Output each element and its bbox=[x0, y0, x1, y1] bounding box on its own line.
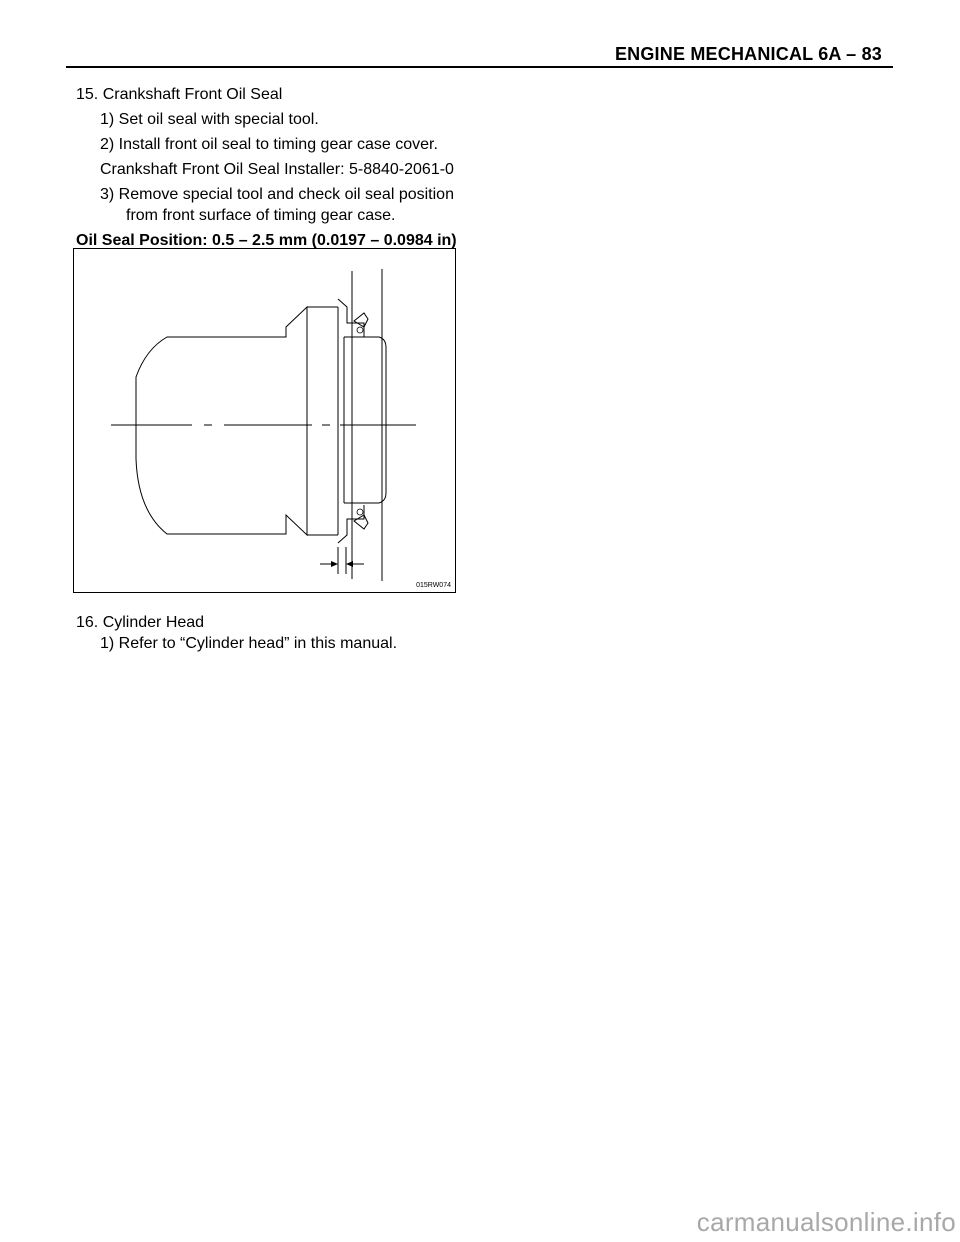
section-16-heading: 16. Cylinder Head bbox=[76, 614, 205, 631]
oil-seal-drawing bbox=[74, 249, 457, 594]
page-header bbox=[0, 0, 960, 70]
section-15-step-2: 2) Install front oil seal to timing gear case cover. bbox=[100, 136, 438, 153]
section-15 bbox=[76, 84, 476, 251]
header-rule bbox=[66, 66, 893, 68]
section-15-step-3: 3) Remove special tool and check oil seal position bbox=[100, 186, 454, 203]
section-16-step-1: 1) Refer to “Cylinder head” in this manual. bbox=[100, 635, 398, 652]
page-title: ENGINE MECHANICAL 6A – 83 bbox=[614, 44, 882, 64]
section-15-step-3-cont: from front surface of timing gear case. bbox=[126, 207, 396, 224]
oil-seal-diagram bbox=[73, 248, 456, 593]
figure-code: 015RW074 bbox=[416, 582, 451, 589]
section-15-step-1: 1) Set oil seal with special tool. bbox=[100, 111, 319, 128]
section-15-heading: 15. Crankshaft Front Oil Seal bbox=[76, 86, 283, 103]
watermark: carmanualsonline.info bbox=[696, 1207, 956, 1237]
installer-tool-number: Crankshaft Front Oil Seal Installer: 5-8840-2061-0 bbox=[100, 161, 454, 178]
section-16 bbox=[76, 612, 476, 654]
oil-seal-position-spec: Oil Seal Position: 0.5 – 2.5 mm (0.0197 – 0.0984 in) bbox=[76, 232, 457, 249]
